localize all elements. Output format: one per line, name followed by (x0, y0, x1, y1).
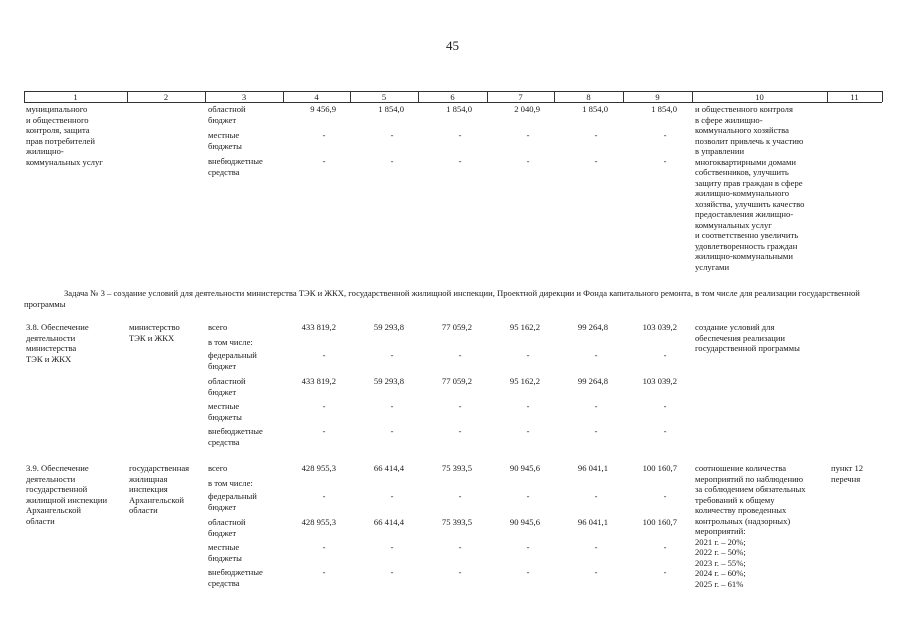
header-col-9: 9 (655, 92, 660, 102)
value-cell: 1 854,0 (582, 104, 608, 114)
row-a-result: жилищно-коммунального (695, 188, 790, 198)
value-cell: - (322, 491, 326, 501)
value-cell: - (663, 130, 667, 140)
source-label: местные (208, 542, 240, 552)
row-a-name: жилищно- (26, 146, 64, 156)
value-cell: 100 160,7 (642, 517, 677, 527)
source-label: бюджет (208, 386, 237, 397)
row-39-executor: области (129, 505, 158, 515)
row-39-result: 2021 г. – 20%; (695, 536, 746, 547)
source-label: внебюджетные (208, 567, 263, 577)
value-cell: - (526, 542, 530, 552)
value-cell: - (322, 542, 326, 552)
source-label: бюджеты (208, 411, 242, 422)
header-bottom-border (24, 102, 882, 103)
row-a-result: и общественного контроля (695, 104, 793, 114)
source-label: областной (208, 517, 246, 527)
row-38-result: обеспечения реализации (695, 332, 786, 343)
value-cell: - (458, 130, 462, 140)
row-a-name: и общественного (26, 114, 89, 125)
value-cell: - (390, 350, 394, 360)
source-label: средства (208, 577, 240, 588)
row-39-note: пункт 12 (831, 463, 864, 473)
value-cell: - (594, 350, 598, 360)
value-cell: - (390, 491, 394, 501)
value-cell: - (390, 426, 394, 436)
value-cell: 2 040,9 (514, 104, 540, 114)
source-label: федеральный (208, 350, 257, 360)
row-38-result: создание условий для (695, 322, 775, 332)
header-col-11: 11 (850, 92, 859, 102)
value-cell: - (663, 542, 667, 552)
row-a-result: многоквартирными домами (695, 156, 797, 167)
value-cell: 100 160,7 (642, 463, 677, 473)
task-3-heading: Задача № 3 – создание условий для деятельности министерства ТЭК и ЖКХ, государственной жилищной инспекции, Проектной дирекции и Фонда капитального ремонта, в том числе для реализации государственной программы (24, 288, 860, 309)
source-label: областной (208, 376, 246, 386)
value-cell: - (594, 130, 598, 140)
row-a-result: в управлении (695, 146, 745, 156)
row-39-result: 2024 г. – 60%; (695, 568, 746, 578)
source-label: бюджет (208, 501, 237, 512)
row-39-result: контрольных (надзорных) (695, 515, 791, 526)
row-39-executor: инспекция (129, 484, 168, 494)
header-col-6: 6 (450, 92, 455, 102)
row-39-result: за соблюдением обязательных (695, 484, 806, 494)
header-col-1: 1 (73, 92, 78, 102)
value-cell: - (458, 156, 462, 166)
value-cell: 95 162,2 (509, 376, 540, 386)
value-cell: 1 854,0 (446, 104, 472, 114)
row-38-name: 3.8. Обеспечение (26, 322, 89, 332)
value-cell: - (322, 401, 326, 411)
value-cell: 99 264,8 (577, 376, 608, 386)
value-cell: - (526, 426, 530, 436)
source-label: федеральный (208, 491, 257, 501)
row-39-name: области (26, 515, 55, 526)
value-cell: 103 039,2 (642, 322, 677, 332)
row-39-result: требований к общему (695, 494, 775, 505)
value-cell: 1 854,0 (651, 104, 677, 114)
row-a-name: муниципального (26, 104, 88, 114)
row-a-result: удовлетворенность граждан (695, 240, 798, 251)
row-39-name: государственной (26, 484, 88, 494)
value-cell: 95 162,2 (509, 322, 540, 332)
value-cell: 433 819,2 (301, 322, 336, 332)
value-cell: - (458, 350, 462, 360)
source-label: всего (208, 463, 228, 473)
row-a-result: защиту прав граждан в сфере (695, 177, 803, 188)
source-label: областной (208, 104, 246, 114)
source-label: средства (208, 436, 240, 447)
source-label: бюджет (208, 360, 237, 371)
value-cell: - (663, 491, 667, 501)
source-label: бюджеты (208, 552, 242, 563)
row-39-executor: Архангельской (129, 494, 184, 505)
value-cell: - (390, 156, 394, 166)
value-cell: - (526, 156, 530, 166)
value-cell: 433 819,2 (301, 376, 336, 386)
row-a-result: жилищно-коммунальными (695, 251, 793, 261)
value-cell: 103 039,2 (642, 376, 677, 386)
row-39-result: 2025 г. – 61% (695, 578, 744, 589)
value-cell: 96 041,1 (577, 517, 608, 527)
value-cell: - (594, 156, 598, 166)
row-a-name: коммунальных услуг (26, 156, 103, 167)
row-39-name: деятельности (26, 473, 76, 484)
value-cell: - (322, 130, 326, 140)
value-cell: - (663, 567, 667, 577)
value-cell: - (458, 567, 462, 577)
row-a-result: и соответственно увеличить (695, 230, 799, 240)
value-cell: - (663, 426, 667, 436)
value-cell: - (663, 156, 667, 166)
value-cell: 96 041,1 (577, 463, 608, 473)
value-cell: - (322, 567, 326, 577)
value-cell: 75 393,5 (441, 517, 472, 527)
value-cell: - (594, 567, 598, 577)
header-col-3: 3 (241, 92, 247, 102)
row-38-executor: министерство (129, 322, 180, 332)
header-col-5: 5 (381, 92, 387, 102)
row-39-name: Архангельской (26, 505, 81, 515)
header-col-7: 7 (518, 92, 523, 102)
source-label: в том числе: (208, 337, 253, 347)
value-cell: - (594, 426, 598, 436)
row-39-result: соотношение количества (695, 463, 787, 473)
row-38-executor: ТЭК и ЖКХ (129, 332, 175, 343)
row-38-name: ТЭК и ЖКХ (26, 353, 72, 364)
row-a-result: в сфере жилищно- (695, 114, 763, 125)
row-a-result: хозяйства, улучшить качество (695, 198, 805, 209)
value-cell: - (458, 542, 462, 552)
value-cell: 90 945,6 (509, 463, 540, 473)
value-cell: - (458, 401, 462, 411)
row-39-result: мероприятий по наблюдению (695, 473, 804, 484)
value-cell: 77 059,2 (441, 376, 472, 386)
value-cell: 75 393,5 (441, 463, 472, 473)
row-a-result: предоставления жилищно- (695, 209, 794, 219)
row-a-result: коммунальных услуг (695, 219, 772, 230)
row-39-result: 2023 г. – 55%; (695, 557, 746, 568)
value-cell: 428 955,3 (301, 517, 336, 527)
value-cell: - (526, 401, 530, 411)
value-cell: 90 945,6 (509, 517, 540, 527)
value-cell: - (458, 491, 462, 501)
row-39-executor: жилищная (129, 473, 168, 484)
header-column-divider (882, 91, 883, 102)
row-38-name: деятельности (26, 332, 76, 343)
value-cell: 59 293,8 (373, 322, 404, 332)
source-label: внебюджетные (208, 156, 263, 166)
value-cell: - (663, 401, 667, 411)
value-cell: 1 854,0 (378, 104, 404, 114)
row-38-result: государственной программы (695, 343, 800, 353)
header-col-10: 10 (755, 92, 764, 102)
source-label: в том числе: (208, 478, 253, 488)
row-39-note: перечня (831, 473, 861, 484)
value-cell: - (594, 491, 598, 501)
value-cell: - (322, 426, 326, 436)
value-cell: 9 456,9 (310, 104, 336, 114)
value-cell: - (390, 130, 394, 140)
source-label: местные (208, 401, 240, 411)
header-col-8: 8 (586, 92, 591, 102)
source-label: всего (208, 322, 228, 332)
value-cell: - (390, 401, 394, 411)
row-38-name: министерства (26, 343, 77, 353)
row-a-name: контроля, защита (26, 125, 90, 135)
source-label: средства (208, 166, 240, 177)
value-cell: - (526, 491, 530, 501)
row-39-name: 3.9. Обеспечение (26, 463, 89, 473)
header-col-4: 4 (314, 92, 319, 102)
value-cell: 66 414,4 (373, 463, 404, 473)
row-39-result: 2022 г. – 50%; (695, 547, 746, 557)
source-label: внебюджетные (208, 426, 263, 436)
row-39-result: мероприятий: (695, 526, 746, 536)
row-39-name: жилищной инспекции (26, 494, 108, 505)
value-cell: - (390, 542, 394, 552)
header-col-2: 2 (163, 92, 169, 102)
value-cell: 66 414,4 (373, 517, 404, 527)
row-a-result: услугами (695, 261, 730, 272)
value-cell: 59 293,8 (373, 376, 404, 386)
value-cell: 99 264,8 (577, 322, 608, 332)
value-cell: 428 955,3 (301, 463, 336, 473)
source-label: местные (208, 130, 240, 140)
value-cell: - (322, 350, 326, 360)
row-39-executor: государственная (129, 463, 190, 473)
row-39-result: количеству проведенных (695, 505, 787, 515)
value-cell: - (390, 567, 394, 577)
source-label: бюджет (208, 527, 237, 538)
value-cell: - (458, 426, 462, 436)
value-cell: - (594, 401, 598, 411)
source-label: бюджет (208, 114, 237, 125)
value-cell: 77 059,2 (441, 322, 472, 332)
row-a-name: прав потребителей (26, 135, 95, 146)
value-cell: - (526, 567, 530, 577)
value-cell: - (526, 350, 530, 360)
value-cell: - (594, 542, 598, 552)
value-cell: - (526, 130, 530, 140)
value-cell: - (663, 350, 667, 360)
row-a-result: позволит привлечь к участию (695, 135, 804, 146)
value-cell: - (322, 156, 326, 166)
row-a-result: коммунального хозяйства (695, 125, 789, 135)
page-number: 45 (446, 38, 459, 53)
source-label: бюджеты (208, 140, 242, 151)
row-a-result: собственников, улучшить (695, 167, 789, 177)
